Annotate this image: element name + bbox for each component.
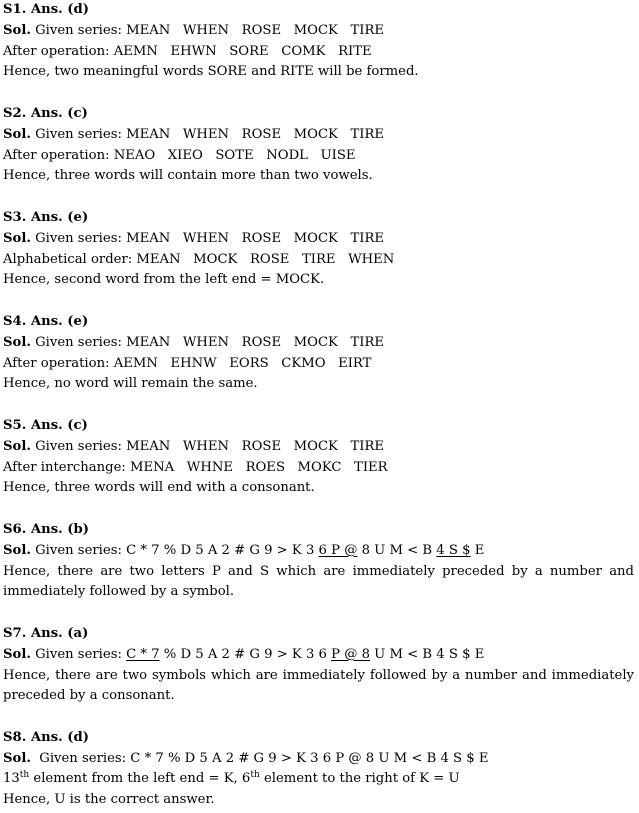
sol-label: Sol. (3, 646, 31, 662)
conclusion-line: Hence, no word will remain the same. (3, 376, 258, 392)
series-line (3, 125, 634, 146)
conclusion-paragraph: Hence, there are two letters P and S which are immediately preceded by a number and immediately followed by a symbol. (3, 563, 634, 600)
conclusion-line: Hence, U is the correct answer. (3, 792, 215, 808)
series-line (3, 21, 634, 42)
series-text: E (470, 542, 485, 558)
ordinal-number: 13 (3, 771, 20, 787)
operation-line: After operation: AEMN EHWN SORE COMK RITE (3, 43, 372, 59)
answer-heading: S4. Ans. (e) (3, 313, 89, 329)
operation-line: After operation: NEAO XIEO SOTE NODL UISE (3, 147, 356, 163)
series-text: Given series: (30, 646, 127, 662)
underlined-group: 6 P @ (318, 542, 358, 558)
position-text: element to the right of K = U (259, 771, 460, 787)
series-text: Given series: MEAN WHEN ROSE MOCK TIRE (30, 334, 385, 350)
underlined-group: P @ 8 (331, 646, 370, 662)
solution-1 (3, 0, 634, 83)
conclusion-line: Hence, second word from the left end = MOCK. (3, 272, 325, 288)
series-line (3, 645, 634, 666)
operation-line: Alphabetical order: MEAN MOCK ROSE TIRE WHEN (3, 251, 395, 267)
series-line (3, 749, 634, 770)
series-text: Given series: C * 7 % D 5 A 2 # G 9 > K 3 (30, 542, 319, 558)
answer-heading: S6. Ans. (b) (3, 521, 90, 537)
answer-heading: S5. Ans. (c) (3, 417, 88, 433)
underlined-group: C * 7 (126, 646, 160, 662)
solution-5 (3, 416, 634, 499)
sol-label: Sol. (3, 230, 31, 246)
conclusion-line: Hence, two meaningful words SORE and RITE will be formed. (3, 64, 419, 80)
series-text: Given series: MEAN WHEN ROSE MOCK TIRE (30, 438, 385, 454)
answer-heading: S3. Ans. (e) (3, 209, 89, 225)
answer-heading: S8. Ans. (d) (3, 729, 90, 745)
series-text: Given series: MEAN WHEN ROSE MOCK TIRE (30, 230, 385, 246)
solution-8 (3, 728, 634, 811)
solution-2 (3, 104, 634, 187)
solution-3 (3, 208, 634, 291)
sol-label: Sol. (3, 22, 31, 38)
answer-heading: S7. Ans. (a) (3, 625, 89, 641)
ordinal-suffix: th (250, 770, 260, 781)
solution-7 (3, 624, 634, 707)
operation-line: After operation: AEMN EHNW EORS CKMO EIRT (3, 355, 372, 371)
solution-4 (3, 312, 634, 395)
series-text: Given series: C * 7 % D 5 A 2 # G 9 > K 3 6 P @ 8 U M < B 4 S $ E (30, 750, 489, 766)
series-text: Given series: MEAN WHEN ROSE MOCK TIRE (30, 126, 385, 142)
series-text: Given series: MEAN WHEN ROSE MOCK TIRE (30, 22, 385, 38)
ordinal-suffix: th (19, 770, 30, 781)
series-line (3, 541, 634, 562)
underlined-group: 4 S $ (436, 542, 471, 558)
sol-label: Sol. (3, 334, 31, 350)
series-text: U M < B 4 S $ E (369, 646, 485, 662)
answer-heading: S1. Ans. (d) (3, 2, 90, 17)
answer-heading: S2. Ans. (c) (3, 105, 88, 121)
series-line (3, 229, 634, 250)
position-line (3, 769, 634, 790)
conclusion-line: Hence, three words will end with a consonant. (3, 480, 315, 496)
sol-label: Sol. (3, 126, 31, 142)
sol-label: Sol. (3, 542, 31, 558)
series-line (3, 437, 634, 458)
sol-label: Sol. (3, 438, 31, 454)
conclusion-line: Hence, three words will contain more than two vowels. (3, 168, 373, 184)
series-text: % D 5 A 2 # G 9 > K 3 6 (159, 646, 332, 662)
position-text: element from the left end = K, 6 (29, 771, 251, 787)
operation-line: After interchange: MENA WHNE ROES MOKC TIER (3, 459, 388, 475)
solution-6 (3, 520, 634, 603)
sol-label: Sol. (3, 750, 31, 766)
series-line (3, 333, 634, 354)
conclusion-paragraph: Hence, there are two symbols which are immediately followed by a number and immediately preceded by a consonant. (3, 667, 634, 704)
series-text: 8 U M < B (357, 542, 437, 558)
